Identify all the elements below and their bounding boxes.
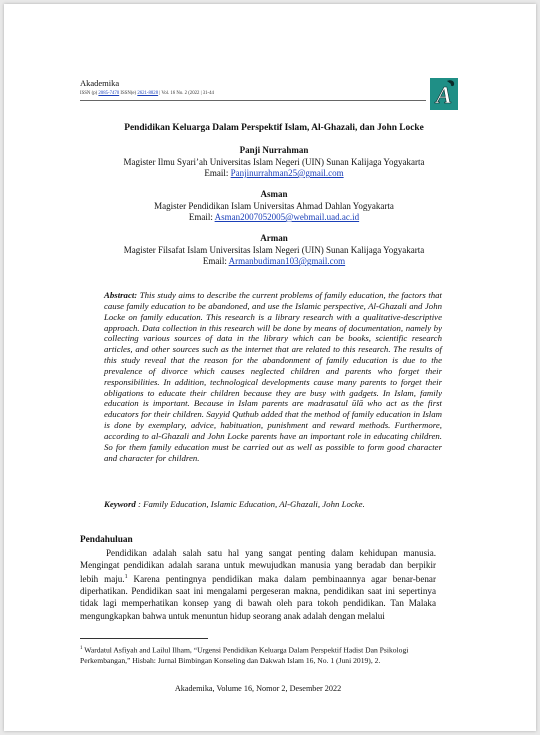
author-email-line — [54, 168, 494, 180]
author-name: Asman — [260, 189, 288, 199]
author-email-link[interactable]: Armanbudiman103@gmail.com — [228, 256, 346, 266]
paper-title: Pendidikan Keluarga Dalam Perspektif Islam, Al-Ghazali, dan John Locke — [124, 123, 424, 133]
body-text — [80, 547, 436, 622]
email-label: Email: — [188, 212, 215, 222]
author-affiliation: Magister Filsafat Islam Universitas Islam Negeri (UIN) Sunan Kalijaga Yogyakarta — [123, 244, 425, 255]
author-block-2 — [54, 189, 494, 224]
keyword-label: Keyword — [104, 499, 136, 509]
email-label: Email: — [204, 168, 231, 178]
journal-page — [4, 4, 536, 731]
keywords — [104, 499, 442, 509]
section-heading: Pendahuluan — [80, 535, 133, 545]
author-name: Panji Nurrahman — [239, 145, 309, 155]
author-affiliation: Magister Pendidikan Islam Universitas Ahmad Dahlan Yogyakarta — [154, 200, 394, 211]
abstract — [104, 290, 442, 464]
page-footer: Akademika, Volume 16, Nomor 2, Desember 2022 — [174, 684, 342, 693]
footnote-ref[interactable]: 1 — [124, 574, 128, 581]
keyword-text: : Family Education, Islamic Education, Al-Ghazali, John Locke. — [135, 499, 365, 509]
paragraph — [80, 547, 436, 622]
author-name: Arman — [260, 233, 288, 243]
author-block-1 — [54, 145, 494, 180]
header-rule — [80, 100, 426, 101]
issn-line — [80, 91, 214, 96]
issn-mid: ISSN(e) — [119, 91, 138, 96]
email-label: Email: — [202, 256, 229, 266]
logo-letter: A — [435, 83, 453, 109]
akademika-logo-icon — [430, 78, 458, 110]
author-email-line — [54, 212, 494, 224]
footnote — [80, 644, 436, 666]
paragraph-text-2: Karena pentingnya pendidikan maka dalam pembinaannya agar benar-benar diperhatikan. Pendidikan saat ini mengalami pergeseran makna, pendidikan saat ini sepertinya tidak lagi memperhatikan konsep yang di bawah oleh para tokoh pendidikan. Tan Malaka mengungkapkan bahwa untuk menuntun hidup seorang anak adalah dengan melalui — [80, 574, 437, 621]
footnote-number: 1 — [80, 646, 83, 651]
author-email-line — [54, 256, 494, 268]
abstract-text: This study aims to describe the current problems of family education, the factors that cause family education to be abandoned, and use the Islamic perspective, Al-Ghazali and John Locke on family education. This research is a library research with a qualitative-descriptive approach. Data collection in this research will be done by means of documentation, namely by collecting various sources of data in the library which can be books, scientific research articles, and other sources such as the internet that are related to this research. The results of this study reveal that the reason for the abandonment of family education is due to the prevalence of divorce which causes neglected children and parents who forget their responsibilities. In addition, technological developments cause many parents to forget their obligations to educate their children because they are busy with gadgets. In Islam, family education is important. Because in Islam parents are madrasatul ūlā who act as the first educators for their children. Sayyid Quthub added that the method of family education in Islam is done by exemplary, advice, habituation, punishment and reward methods. Furthermore, according to al-Ghazali and John Locke parents have an important role in educating children. So for them family education must be carried out as well as possible to form good character and character for children. — [104, 290, 442, 463]
abstract-label: Abstract: — [104, 290, 138, 300]
issn-print-link[interactable]: 2085-7470 — [98, 91, 120, 96]
footnote-text: Wardatul Asfiyah and Lailul Ilham, “Urgensi Pendidikan Keluarga Dalam Perspektif Hadist Dan Psikologi Perkembangan,” Hisbah: Jurnal Bimbingan Konseling dan Dakwah Islam 16, No. 1 (Juni 2019), 2. — [80, 645, 409, 665]
author-email-link[interactable]: Panjinurrahman25@gmail.com — [230, 168, 344, 178]
journal-logo — [430, 78, 458, 110]
journal-name: Akademika — [80, 78, 120, 88]
author-affiliation: Magister Ilmu Syari’ah Universitas Islam Negeri (UIN) Sunan Kalijaga Yogyakarta — [123, 156, 425, 167]
issn-suffix: | Vol. 16 No. 2 (2022 | 31-44 — [158, 91, 214, 96]
paragraph-text-1: Pendidikan adalah salah satu hal yang sangat penting dalam kehidupan manusia. Mengingat pendidikan adalah sarana untuk mewujudkan manusia yang beradab dan berpikir lebih maju. — [80, 548, 436, 585]
author-block-3 — [54, 233, 494, 268]
footnote-rule — [80, 638, 208, 639]
issn-online-link[interactable]: 2621-8828 — [137, 91, 159, 96]
issn-prefix: ISSN (p) — [80, 91, 99, 96]
author-email-link[interactable]: Asman2007052005@webmail.uad.ac.id — [214, 212, 360, 222]
